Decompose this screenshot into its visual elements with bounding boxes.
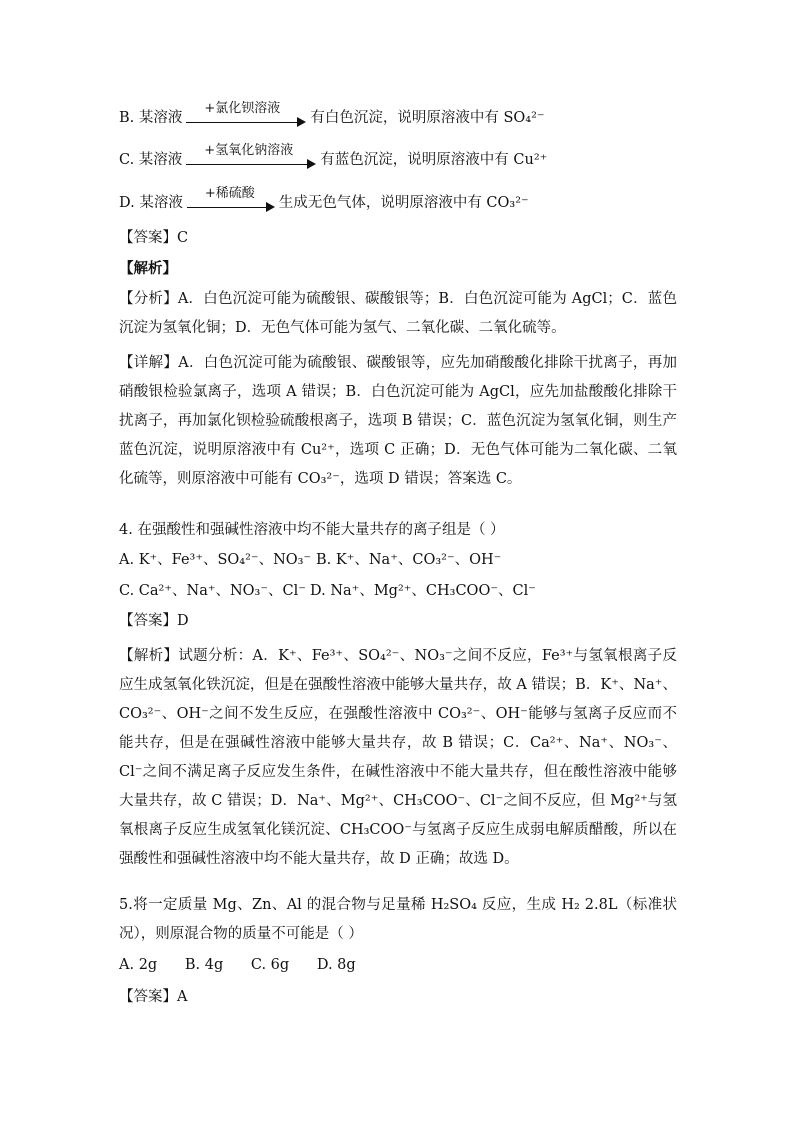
option-b-prefix: B. 某溶液: [119, 110, 183, 126]
reagent-label-c: +氢氧化钠溶液: [204, 143, 294, 158]
option-d-line: [119, 186, 679, 213]
option-c-prefix: C. 某溶液: [119, 152, 183, 168]
q5-options: A. 2g B. 4g C. 6g D. 8g: [119, 957, 356, 973]
option-d-prefix: D. 某溶液: [119, 195, 183, 211]
option-c-line: [119, 143, 679, 170]
arrow-head-icon: [297, 117, 306, 127]
reaction-arrow-c: [186, 143, 316, 170]
q4-option-b: B. K⁺、Na⁺、CO₃²⁻、OH⁻: [316, 552, 502, 568]
q4-answer: 【答案】D: [119, 613, 189, 629]
q4-option-d: D. Na⁺、Mg²⁺、CH₃COO⁻、Cl⁻: [310, 583, 536, 599]
q3-analysis-heading: 【解析】: [119, 260, 177, 277]
q3-xiangjie: 【详解】A．白色沉淀可能为硫酸银、碳酸银等，应先加硝酸酸化排除干扰离子，再加硝酸银检验氯离子，选项 A 错误；B．白色沉淀可能为 AgCl，应先加盐酸酸化排除干扰离子，再加氯化钡检验硫酸根离子，选项 B 错误；C．蓝色沉淀为氢氧化铜，则生产蓝色沉淀，说明原溶液中有 Cu²⁺，选项 C 正确；D．无色气体可能为二氧化碳、二氧化硫等，则原溶液中可能有 CO₃²⁻，选项 D 错误；答案选 C。: [119, 355, 677, 487]
reagent-label-d: +稀硫酸: [204, 186, 255, 201]
option-b-suffix: 有白色沉淀，说明原溶液中有 SO₄²⁻: [310, 110, 545, 126]
q4-stem: 4. 在强酸性和强碱性溶液中均不能大量共存的离子组是（ ）: [119, 522, 505, 538]
q5-stem: 5.将一定质量 Mg、Zn、Al 的混合物与足量稀 H₂SO₄ 反应，生成 H₂ 2.8L（标准状况），则原混合物的质量不可能是（ ）: [119, 897, 677, 942]
option-c-suffix: 有蓝色沉淀，说明原溶液中有 Cu²⁺: [320, 152, 548, 168]
q4-option-c: C. Ca²⁺、Na⁺、NO₃⁻、Cl⁻: [119, 583, 306, 599]
option-d-suffix: 生成无色气体，说明原溶液中有 CO₃²⁻: [278, 195, 529, 211]
arrow-head-icon: [266, 202, 275, 212]
reaction-arrow-d: [187, 186, 275, 213]
q3-answer: 【答案】C: [119, 230, 189, 246]
reaction-arrow-b: [186, 101, 306, 128]
q5-answer: 【答案】A: [119, 989, 188, 1005]
arrow-head-icon: [307, 159, 316, 169]
q4-option-a: A. K⁺、Fe³⁺、SO₄²⁻、NO₃⁻: [119, 552, 312, 568]
q3-fenxi: 【分析】A．白色沉淀可能为硫酸银、碳酸银等；B．白色沉淀可能为 AgCl；C．蓝色沉淀为氢氧化铜；D．无色气体可能为氢气、二氧化碳、二氧化硫等。: [119, 291, 677, 336]
q4-analysis: 【解析】试题分析：A．K⁺、Fe³⁺、SO₄²⁻、NO₃⁻之间不反应，Fe³⁺与氢氧根离子反应生成氢氧化铁沉淀，但是在强酸性溶液中能够大量共存，故 A 错误；B．K⁺、Na⁺、CO₃²⁻、OH⁻之间不发生反应，在强酸性溶液中 CO₃²⁻、OH⁻能够与氢离子反应而不能共存，但是在强碱性溶液中能够大量共存，故 B 错误；C．Ca²⁺、Na⁺、NO₃⁻、Cl⁻之间不满足离子反应发生条件，在碱性溶液中不能大量共存，但在酸性溶液中能够大量共存，故 C 错误；D．Na⁺、Mg²⁺、CH₃COO⁻、Cl⁻之间不反应，但 Mg²⁺与氢氧根离子反应生成氢氧化镁沉淀、CH₃COO⁻与氢离子反应生成弱电解质醋酸，所以在强酸性和强碱性溶液中均不能大量共存，故 D 正确；故选 D。: [119, 648, 677, 867]
reagent-label-b: +氯化钡溶液: [204, 101, 281, 116]
option-b-line: [119, 101, 679, 128]
